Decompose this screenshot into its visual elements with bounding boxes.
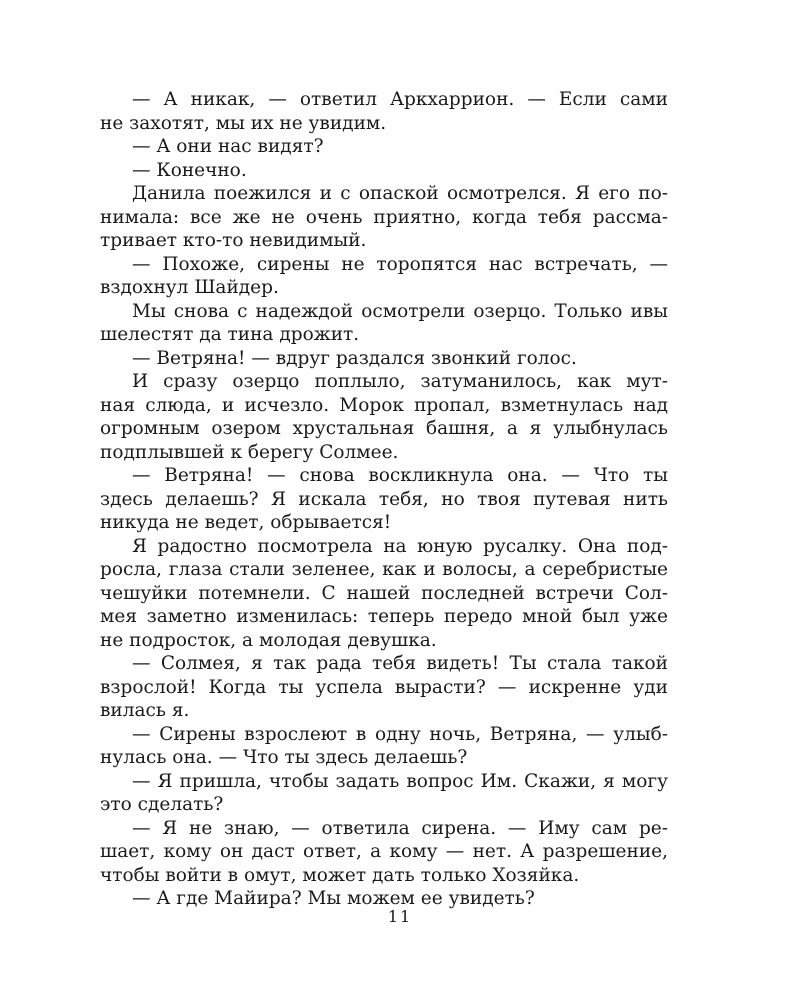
text-line: тривает кто-то невидимый. — [100, 230, 367, 251]
text-line: ная слюда, и исчезло. Морок пропал, взметнулась над — [100, 394, 668, 416]
page-number: 11 — [387, 907, 413, 926]
text-line: здесь делаешь? Я искала тебя, но твоя путевая нить — [100, 488, 668, 510]
text-line: — Сирены взрослеют в одну ночь, Ветряна, — улыб- — [132, 723, 668, 745]
text-line: — Я не знаю, — ответила сирена. — Иму сам ре- — [132, 817, 668, 839]
text-line: это сделать? — [100, 794, 224, 815]
text-line: — Ветряна! — вдруг раздался звонкий голос. — [132, 347, 577, 369]
text-line: — А они нас видят? — [132, 136, 324, 157]
body-text — [100, 88, 668, 911]
text-line: Мы снова с надеждой осмотрели озерцо. Только ивы — [132, 300, 668, 322]
text-line: — А где Майира? Мы можем ее увидеть? — [132, 888, 535, 909]
text-line: не захотят, мы их не увидим. — [100, 112, 387, 134]
text-line: вздохнул Шайдер. — [100, 277, 279, 298]
text-line: росла, глаза стали зеленее, как и волосы, а серебристые — [100, 559, 668, 580]
text-line: нулась она. — Что ты здесь делаешь? — [100, 747, 468, 768]
text-line: — Конечно. — [132, 159, 247, 181]
text-line: — А никак, — ответил Аркхаррион. — Если сами — [132, 89, 668, 110]
text-line: — Похоже, сирены не торопятся нас встречать, — — [132, 253, 668, 275]
text-line: И сразу озерцо поплыло, затуманилось, как мут- — [132, 371, 668, 392]
text-line: Данила поежился и с опаской осмотрелся. Я его по- — [132, 183, 668, 204]
text-line: подплывшей к берегу Солмее. — [100, 441, 399, 463]
text-line: чтобы войти в омут, может дать только Хозяйка. — [100, 864, 580, 886]
text-line: — Солмея, я так рада тебя видеть! Ты стала такой — [132, 653, 668, 674]
text-line: никуда не ведет, обрывается! — [100, 512, 392, 533]
text-line: огромным озером хрустальная башня, а я улыбнулась — [100, 418, 668, 439]
text-line: чешуйки потемнели. С нашей последней встречи Сол- — [100, 582, 668, 604]
text-line: шает, кому он даст ответ, а кому — нет. А разрешение, — [100, 841, 668, 862]
text-line: шелестят да тина дрожит. — [100, 324, 360, 345]
text-line: не подросток, а молодая девушка. — [100, 629, 437, 651]
text-line: — Я пришла, чтобы задать вопрос Им. Скажи, я могу — [132, 770, 668, 792]
text-line: взрослой! Когда ты успела вырасти? — искренне уди — [100, 676, 668, 698]
text-line: Я радостно посмотрела на юную русалку. Она под- — [132, 535, 668, 557]
text-line: вилась я. — [100, 700, 190, 721]
text-line: — Ветряна! — снова воскликнула она. — Что ты — [132, 465, 668, 486]
text-line: мея заметно изменилась: теперь передо мной был уже — [100, 606, 668, 627]
text-line: нимала: все же не очень приятно, когда тебя рассма- — [100, 206, 668, 228]
